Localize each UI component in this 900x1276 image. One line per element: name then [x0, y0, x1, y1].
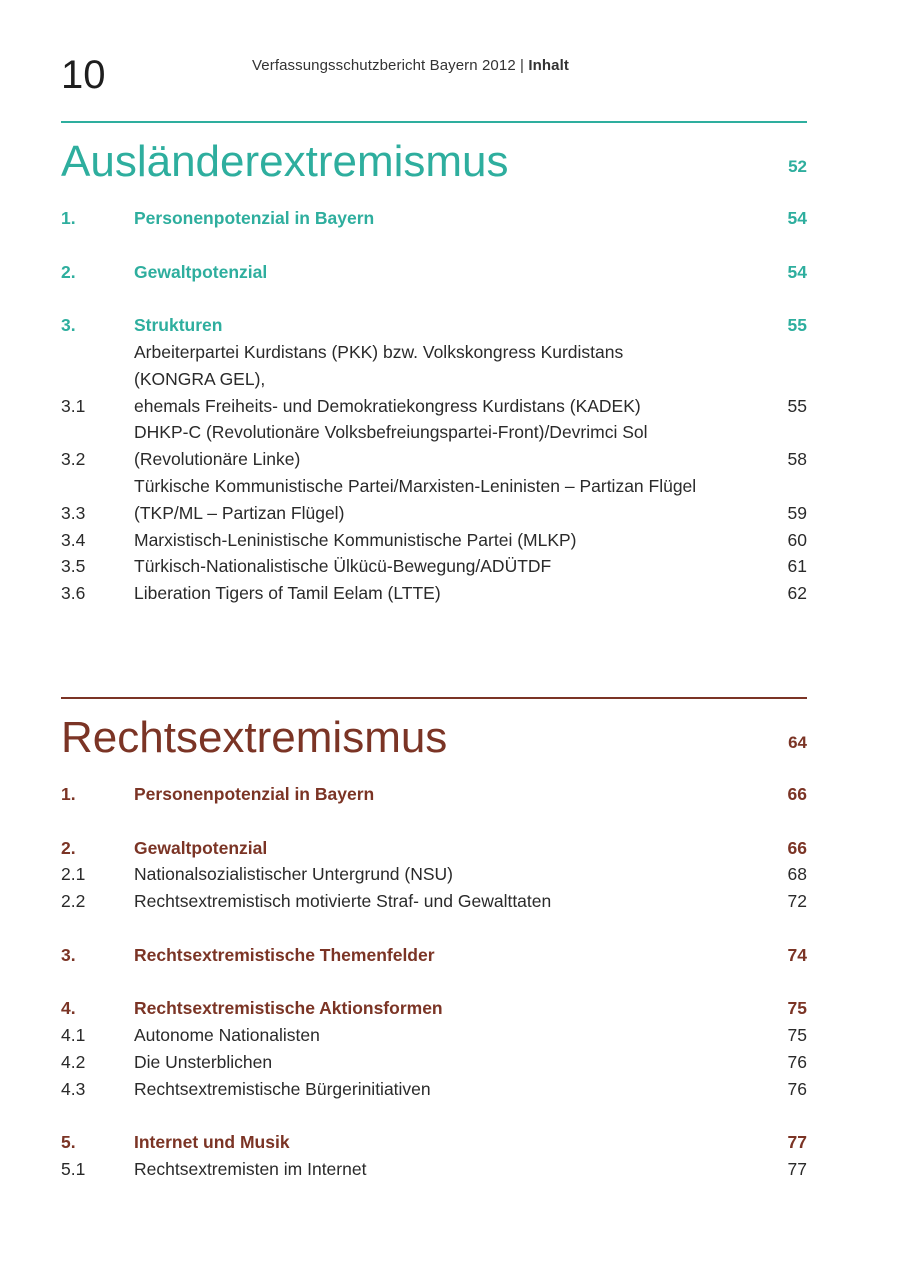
toc-group [61, 205, 807, 232]
running-header [252, 57, 569, 74]
entry-title[interactable]: Rechtsextremisten im Internet [134, 1159, 367, 1180]
entry-title[interactable]: Liberation Tigers of Tamil Eelam (LTTE) [134, 583, 441, 604]
entry-page[interactable]: 61 [787, 556, 807, 577]
entry-page[interactable]: 59 [787, 502, 807, 523]
toc-entry[interactable] [61, 861, 807, 888]
running-section: Inhalt [528, 57, 569, 74]
entry-page[interactable]: 75 [787, 998, 807, 1019]
entry-title[interactable]: Autonome Nationalisten [134, 1025, 320, 1046]
entry-number: 2. [61, 837, 76, 858]
toc-entry[interactable] [61, 1129, 807, 1156]
toc-group [61, 259, 807, 286]
entry-page[interactable]: 55 [787, 315, 807, 336]
entry-page[interactable]: 76 [787, 1078, 807, 1099]
toc-entry[interactable] [61, 339, 807, 419]
entry-number: 2.2 [61, 891, 86, 912]
entry-page[interactable]: 54 [787, 208, 807, 228]
toc-entry[interactable] [61, 419, 807, 473]
toc-entry[interactable] [61, 888, 807, 915]
section-auslaenderextremismus [61, 121, 807, 607]
toc-entry[interactable] [61, 473, 807, 527]
section-title: Rechtsextremismus [61, 713, 448, 762]
entry-number: 2.1 [61, 864, 86, 885]
section-page-number[interactable]: 64 [788, 733, 807, 752]
entry-page[interactable]: 66 [787, 784, 807, 804]
entry-page[interactable]: 77 [787, 1159, 807, 1180]
toc-entry[interactable] [61, 1022, 807, 1049]
entry-number: 4.2 [61, 1051, 86, 1072]
toc-entry[interactable] [61, 553, 807, 580]
entry-title[interactable]: Rechtsextremistische Bürgerinitiativen [134, 1078, 431, 1099]
entry-number: 3.5 [61, 556, 86, 577]
toc-entry[interactable] [61, 205, 807, 232]
entry-title[interactable]: Personenpotenzial in Bayern [134, 208, 375, 228]
entry-title[interactable]: Nationalsozialistischer Untergrund (NSU) [134, 864, 454, 885]
toc-entry[interactable] [61, 259, 807, 286]
entry-page[interactable]: 72 [787, 891, 807, 912]
entry-number: 4.3 [61, 1078, 86, 1099]
section-heading [61, 123, 807, 203]
toc-entry[interactable] [61, 312, 807, 339]
entry-title[interactable]: Türkisch-Nationalistische Ülkücü-Bewegung/ADÜTDF [134, 556, 552, 577]
entry-title[interactable]: Arbeiterpartei Kurdistans (PKK) bzw. Volkskongress Kurdistans (KONGRA GEL), ehemals Freiheits- und Demokratiekongress Kurdistans (KADEK) [134, 341, 641, 416]
entry-title[interactable]: Rechtsextremistische Themenfelder [134, 944, 435, 965]
entry-number: 3.6 [61, 583, 86, 604]
entry-title[interactable]: Türkische Kommunistische Partei/Marxisten-Leninisten – Partizan Flügel (TKP/ML – Partizan Flügel) [134, 475, 697, 523]
toc-group [61, 942, 807, 969]
entry-number: 4. [61, 998, 76, 1019]
toc-entry[interactable] [61, 527, 807, 554]
entry-title[interactable]: Gewaltpotenzial [134, 837, 268, 858]
separator: | [520, 57, 525, 74]
entry-page[interactable]: 66 [787, 837, 807, 858]
toc-group [61, 835, 807, 915]
toc-entry[interactable] [61, 580, 807, 607]
entry-number: 5. [61, 1132, 76, 1153]
entry-number: 5.1 [61, 1159, 86, 1180]
entry-title[interactable]: Personenpotenzial in Bayern [134, 784, 375, 804]
entry-page[interactable]: 68 [787, 864, 807, 885]
entry-number: 1. [61, 784, 76, 804]
toc-group [61, 312, 807, 607]
toc-entry[interactable] [61, 995, 807, 1022]
entry-page[interactable]: 54 [787, 261, 807, 282]
entry-number: 3.4 [61, 529, 86, 550]
toc-group [61, 995, 807, 1102]
toc-entry[interactable] [61, 1076, 807, 1103]
section-title: Ausländerextremismus [61, 137, 509, 186]
entry-title[interactable]: Marxistisch-Leninistische Kommunistische Partei (MLKP) [134, 529, 577, 550]
toc-group [61, 781, 807, 808]
entry-page[interactable]: 58 [787, 449, 807, 470]
entry-number: 3.3 [61, 502, 86, 523]
entry-page[interactable]: 77 [787, 1132, 807, 1153]
entry-title[interactable]: DHKP-C (Revolutionäre Volksbefreiungspartei-Front)/Devrimci Sol (Revolutionäre Linke) [134, 422, 648, 470]
toc-group [61, 1129, 807, 1183]
entry-title[interactable]: Die Unsterblichen [134, 1051, 273, 1072]
entry-title[interactable]: Internet und Musik [134, 1132, 290, 1153]
toc-entry[interactable] [61, 835, 807, 862]
toc-entry[interactable] [61, 942, 807, 969]
entry-title[interactable]: Rechtsextremistisch motivierte Straf- und Gewalttaten [134, 891, 552, 912]
toc-list [61, 781, 807, 1183]
toc-entry[interactable] [61, 1156, 807, 1183]
entry-page[interactable]: 62 [787, 583, 807, 604]
entry-number: 1. [61, 208, 76, 228]
entry-title[interactable]: Rechtsextremistische Aktionsformen [134, 998, 443, 1019]
entry-page[interactable]: 55 [787, 395, 807, 416]
toc-list [61, 205, 807, 607]
entry-page[interactable]: 75 [787, 1025, 807, 1046]
entry-number: 2. [61, 261, 76, 282]
entry-page[interactable]: 60 [787, 529, 807, 550]
section-page-number[interactable]: 52 [788, 157, 807, 176]
entry-page[interactable]: 76 [787, 1051, 807, 1072]
section-rechtsextremismus [61, 697, 807, 1183]
entry-number: 3.2 [61, 449, 86, 470]
entry-page[interactable]: 74 [787, 944, 807, 965]
page-number: 10 [61, 53, 106, 97]
entry-number: 3. [61, 944, 76, 965]
toc-entry[interactable] [61, 781, 807, 808]
entry-number: 3.1 [61, 395, 86, 416]
section-heading [61, 699, 807, 779]
entry-number: 4.1 [61, 1025, 86, 1046]
toc-entry[interactable] [61, 1049, 807, 1076]
entry-number: 3. [61, 315, 76, 336]
running-title: Verfassungsschutzbericht Bayern 2012 [252, 57, 516, 74]
entry-title[interactable]: Gewaltpotenzial [134, 261, 268, 282]
entry-title[interactable]: Strukturen [134, 315, 223, 336]
